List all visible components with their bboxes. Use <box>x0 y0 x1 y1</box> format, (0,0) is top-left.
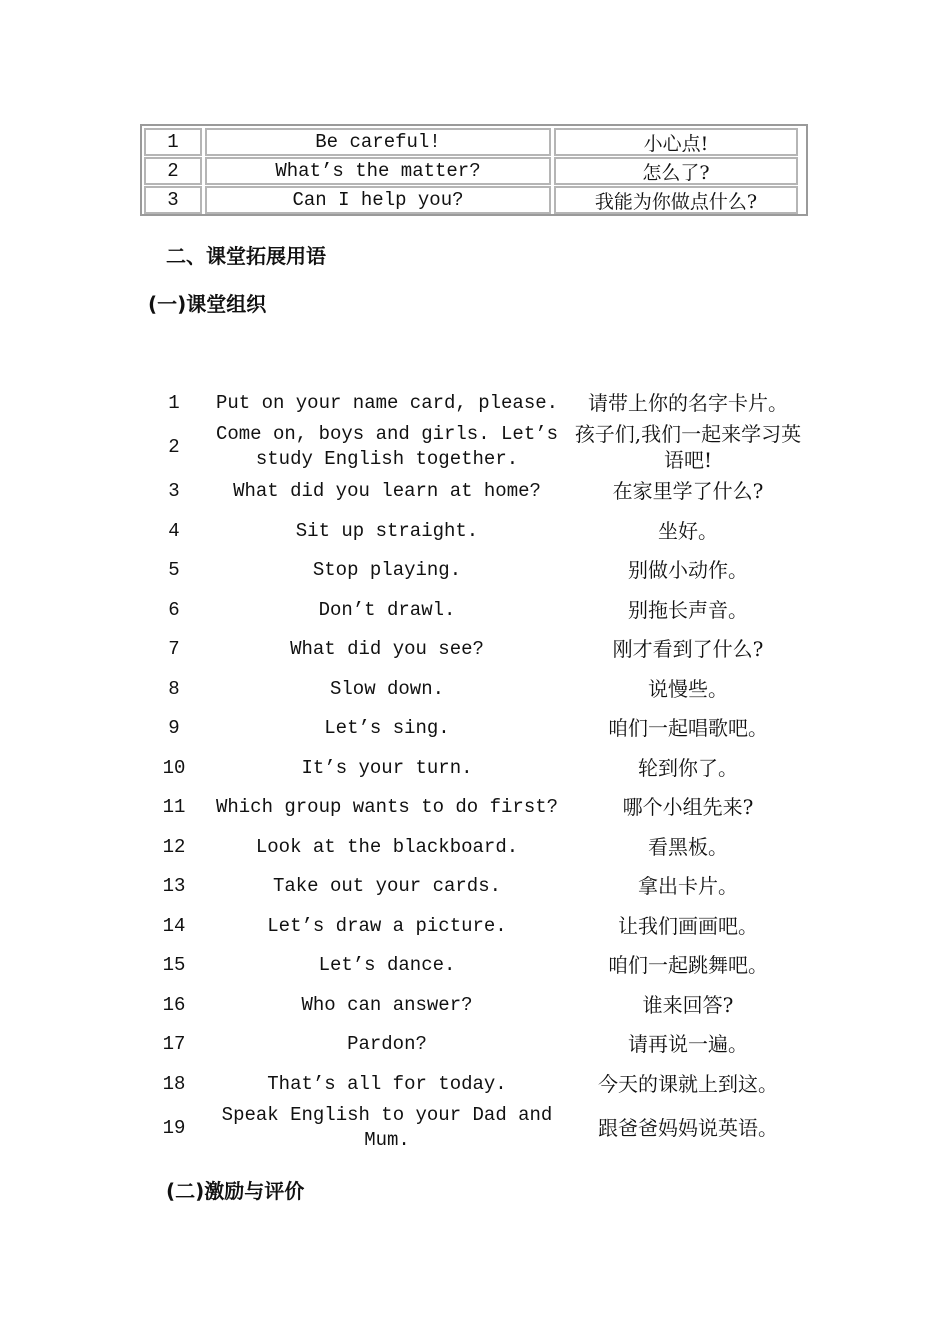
phrase-number: 4 <box>168 520 180 542</box>
english-phrase: Let’s sing. <box>324 716 450 739</box>
top-phrase-table <box>140 124 808 216</box>
chinese-translation: 谁来回答? <box>642 993 734 1017</box>
chinese-translation: 别做小动作。 <box>628 558 748 582</box>
english-phrase: Can I help you? <box>205 186 551 214</box>
phrase-number: 17 <box>162 1033 186 1055</box>
list-item <box>140 713 820 743</box>
chinese-translation: 请再说一遍。 <box>628 1032 748 1056</box>
list-item <box>140 555 820 585</box>
phrase-number: 14 <box>162 915 186 937</box>
phrase-number: 5 <box>168 559 180 581</box>
chinese-translation: 在家里学了什么? <box>612 479 764 503</box>
chinese-translation: 今天的课就上到这。 <box>598 1072 778 1096</box>
phrase-number: 7 <box>168 638 180 660</box>
chinese-translation: 孩子们,我们一起来学习英语吧! <box>574 422 802 472</box>
list-item <box>140 1069 820 1099</box>
phrase-number: 9 <box>168 717 180 739</box>
list-item <box>140 1029 820 1059</box>
english-phrase: Slow down. <box>329 677 445 700</box>
english-phrase: Sit up straight. <box>295 519 479 542</box>
phrase-number: 6 <box>168 599 180 621</box>
phrase-number: 8 <box>168 678 180 700</box>
list-item <box>140 1102 820 1154</box>
english-phrase: Be careful! <box>205 128 551 156</box>
list-item <box>140 950 820 980</box>
list-item <box>140 421 820 473</box>
english-phrase: Who can answer? <box>301 993 473 1016</box>
english-phrase: That’s all for today. <box>267 1072 507 1095</box>
english-phrase: It’s your turn. <box>301 756 473 779</box>
phrase-number: 3 <box>168 480 180 502</box>
chinese-translation: 刚才看到了什么? <box>612 637 764 661</box>
english-phrase: Stop playing. <box>312 558 462 581</box>
english-phrase: Come on, boys and girls. Let’s study English together. <box>215 423 559 470</box>
chinese-translation: 说慢些。 <box>648 677 728 701</box>
phrase-number: 19 <box>162 1117 186 1139</box>
row-number: 1 <box>144 128 202 156</box>
phrase-number: 12 <box>162 836 186 858</box>
chinese-translation: 请带上你的名字卡片。 <box>588 391 788 415</box>
sub-heading-encouragement: (二)激励与评价 <box>166 1179 305 1203</box>
list-item <box>140 595 820 625</box>
list-item <box>140 871 820 901</box>
english-phrase: Which group wants to do first? <box>215 795 559 818</box>
chinese-translation: 坐好。 <box>658 519 718 543</box>
chinese-translation: 别拖长声音。 <box>628 598 748 622</box>
english-phrase: What did you see? <box>290 637 484 660</box>
english-phrase: Put on your name card, please. <box>215 391 559 414</box>
list-item <box>140 634 820 664</box>
table-row <box>144 186 804 214</box>
phrase-number: 16 <box>162 994 186 1016</box>
section-heading: 二、课堂拓展用语 <box>166 244 326 268</box>
phrase-number: 13 <box>162 875 186 897</box>
list-item <box>140 753 820 783</box>
chinese-translation: 咱们一起唱歌吧。 <box>608 716 768 740</box>
list-item <box>140 990 820 1020</box>
chinese-translation: 拿出卡片。 <box>638 874 738 898</box>
english-phrase: Pardon? <box>347 1032 427 1055</box>
chinese-translation: 看黑板。 <box>648 835 728 859</box>
english-phrase: Take out your cards. <box>272 874 502 897</box>
chinese-translation: 轮到你了。 <box>638 756 738 780</box>
phrase-number: 18 <box>162 1073 186 1095</box>
list-item <box>140 911 820 941</box>
phrase-number: 10 <box>162 757 186 779</box>
chinese-translation: 小心点! <box>554 128 798 156</box>
chinese-translation: 让我们画画吧。 <box>618 914 758 938</box>
phrase-number: 15 <box>162 954 186 976</box>
chinese-translation: 咱们一起跳舞吧。 <box>608 953 768 977</box>
list-item <box>140 516 820 546</box>
phrase-number: 2 <box>168 436 180 458</box>
english-phrase: What did you learn at home? <box>233 479 541 502</box>
phrase-number: 11 <box>162 796 186 818</box>
phrase-number: 1 <box>168 392 180 414</box>
english-phrase: What’s the matter? <box>205 157 551 185</box>
sub-heading-classroom-organization: (一)课堂组织 <box>148 292 267 316</box>
english-phrase: Look at the blackboard. <box>255 835 519 858</box>
row-number: 3 <box>144 186 202 214</box>
list-item <box>140 792 820 822</box>
table-row <box>144 157 804 185</box>
chinese-translation: 跟爸爸妈妈说英语。 <box>598 1116 778 1140</box>
chinese-translation: 怎么了? <box>554 157 798 185</box>
english-phrase: Let’s draw a picture. <box>267 914 507 937</box>
table-row <box>144 128 804 156</box>
row-number: 2 <box>144 157 202 185</box>
chinese-translation: 哪个小组先来? <box>622 795 754 819</box>
list-item <box>140 674 820 704</box>
english-phrase: Let’s dance. <box>318 953 456 976</box>
english-phrase: Don’t drawl. <box>318 598 456 621</box>
list-item <box>140 388 820 418</box>
english-phrase: Speak English to your Dad and Mum. <box>221 1104 553 1151</box>
chinese-translation: 我能为你做点什么? <box>554 186 798 214</box>
list-item <box>140 476 820 506</box>
list-item <box>140 832 820 862</box>
